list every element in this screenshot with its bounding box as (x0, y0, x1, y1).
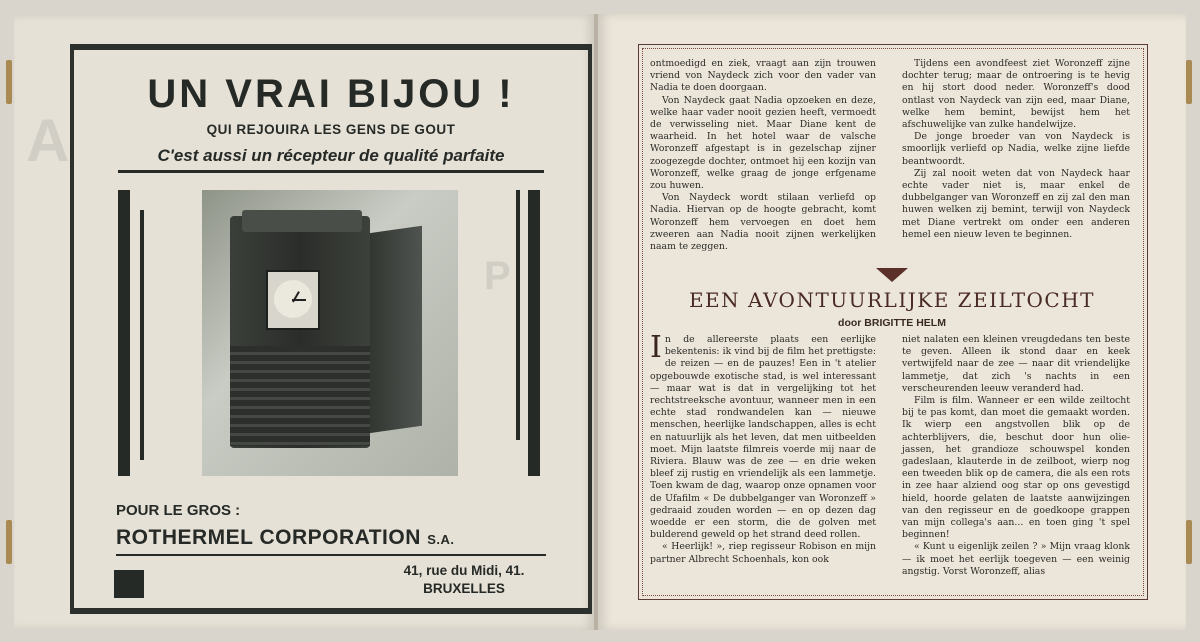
left-page (14, 14, 596, 630)
radio-side-panel (362, 226, 422, 434)
article2-column-1 (650, 330, 876, 566)
staple-left-top (6, 60, 12, 104)
paragraph (650, 330, 876, 541)
article-byline: door BRIGITTE HELM (838, 317, 946, 329)
article1-column-2 (902, 58, 1130, 241)
paragraph: niet nalaten een kleinen vreugdedans ten beste te geven. Alleen ik stond daar en keek vertwijfeld naar de zee — naar dit vriendelijke lammetje, dat zich 's nachts in een verscheurenden leeuw veranderd had. (902, 334, 1130, 394)
wholesale-label: POUR LE GROS : (116, 502, 241, 519)
radio-photo (202, 190, 458, 476)
staple-left-bottom (6, 520, 12, 564)
paragraph: ontmoedigd en ziek, vraagt aan zijn trouwen vriend von Naydeck zich voor den vader van Nadia te doen doorgaan. (650, 58, 876, 94)
clock-icon (266, 270, 320, 330)
show-through-text: A (26, 107, 70, 174)
decorative-bar-left (118, 190, 130, 476)
company-underline (116, 554, 546, 556)
paragraph: Zij zal nooit weten dat von Naydeck haar echte vader niet is, maar enkel de dubbelganger van Woronzeff en zij zal den man huwen welken zij bemint, terwijl von Naydeck met Diane vertrekt om onder een anderen hemel een nieuw leven te beginnen. (902, 167, 1130, 240)
staple-right-top (1186, 60, 1192, 104)
paragraph: Von Naydeck gaat Nadia opzoeken en deze, welke haar vader nooit gezien heeft, vermoedt de verwisseling niet. Maar Diane kent de waarheid. In het hotel waar de valsche Woronzeff afgestapt is in gezelschap zijner zoogezegde dochter, ontmoet hij een kozijn van Woronzeff, welke graag de jonge erfgename zou huwen. (650, 94, 876, 192)
paragraph: Film is film. Wanneer er een wilde zeiltocht bij te pas komt, dan moet die gemaakt worden. Ik wierp een angstvollen blik op de achterblijvers, die, beschut door hun olie-jassen, het grandioze schouwspel konden gadeslaan, klauterde in de zeilboot, wierp nog een tweeden blik op de camera, die als een rots in zee haar alziend oog star op ons gevestigd hield, hoorde gelaten de laatste aanwijzingen van den regisseur en de goedkoope grappen van mijn collega's aan... en toen ging 't spel beginnen! (902, 395, 1130, 541)
company-address (374, 562, 554, 598)
article1-column-1 (650, 58, 876, 253)
show-through-text: P (484, 254, 511, 298)
article-title: EEN AVONTUURLIJKE ZEILTOCHT (688, 288, 1096, 312)
ad-tagline: C'est aussi un récepteur de qualité parfaite (157, 146, 505, 165)
decorative-square (114, 570, 144, 598)
company-suffix: S.A. (427, 532, 455, 547)
drop-cap: I (650, 330, 662, 365)
ad-subtitle: QUI REJOUIRA LES GENS DE GOUT (206, 122, 456, 137)
decorative-bar-left-thin (140, 210, 144, 460)
staple-right-bottom (1186, 520, 1192, 564)
paragraph-text: n de allereerste plaats een eerlijke bekentenis: ik vind bij de film het prettigste: de reizen — en de pauzes! Een in 't atelier opgebouwde exotische stad, is wel interessant — maar wat is dat in vergelijking tot het rechtstreeksche avontuur, wanneer men in een echte stad rondwandelen kan — nieuwe menschen, heerlijke landschappen, alles is echt en natuurlijk als het leven, dat men uitbeelden moet. Mijn laatste filmreis voerde mij naar de Riviera. Blauw was de zee — en drie weken bleef zij rustig en vriendelijk als een lammetje. Toen kwam de dag, waarop onze opnamen voor de Ufafilm « De dubbelganger van Woronzeff » gedraaid zouden worden — en op dezen dag woedde er een storm, die de golven met bulderend geweld op het strand deed rollen. (650, 334, 876, 541)
tagline-underline (118, 170, 544, 173)
radio-speaker-grille (230, 346, 370, 446)
company-name-text: ROTHERMEL CORPORATION (116, 526, 421, 549)
paragraph: De jonge broeder van von Naydeck is smoorlijk verliefd op Nadia, welke zijne liefde beantwoordt. (902, 131, 1130, 167)
ad-title: UN VRAI BIJOU ! (147, 72, 515, 116)
clock-hand (292, 299, 306, 301)
right-page (598, 14, 1186, 630)
paragraph: Tijdens een avondfeest ziet Woronzeff zijne dochter terug; maar de ontroering is te hevig en hij stort dood neder. Woronzeff's dood ontlast von Naydeck van zijn eed, maar Diane, welke hem bemint, bewijst hem het afschuwelijke van zulke handelwijze. (902, 58, 1130, 131)
advertisement (70, 44, 592, 614)
paragraph: « Heerlijk! », riep regisseur Robison en mijn partner Albrecht Schoenhals, kon ook (650, 541, 876, 565)
company-name (116, 526, 455, 550)
decorative-bar-right (528, 190, 540, 476)
paragraph: Von Naydeck wordt stilaan verliefd op Nadia. Hiervan op de hoogte gebracht, komt Woronzeff hem vervoegen en doet hem zweeren aan Nadia nooit zijnen werkelijken naam te zeggen. (650, 192, 876, 253)
address-street: 41, rue du Midi, 41. (403, 563, 525, 578)
radio-top-grille (242, 210, 362, 232)
paragraph: « Kunt u eigenlijk zeilen ? » Mijn vraag klonk — ik moet het eerlijk toegeven — een weinig angstig. Vorst Woronzeff, alias (902, 541, 1130, 577)
article2-column-2 (902, 334, 1130, 578)
radio-cabinet (230, 216, 370, 448)
section-divider-icon (876, 268, 908, 282)
address-city: BRUXELLES (423, 581, 505, 596)
clock-face (274, 280, 312, 318)
decorative-bar-right-thin (516, 190, 520, 440)
